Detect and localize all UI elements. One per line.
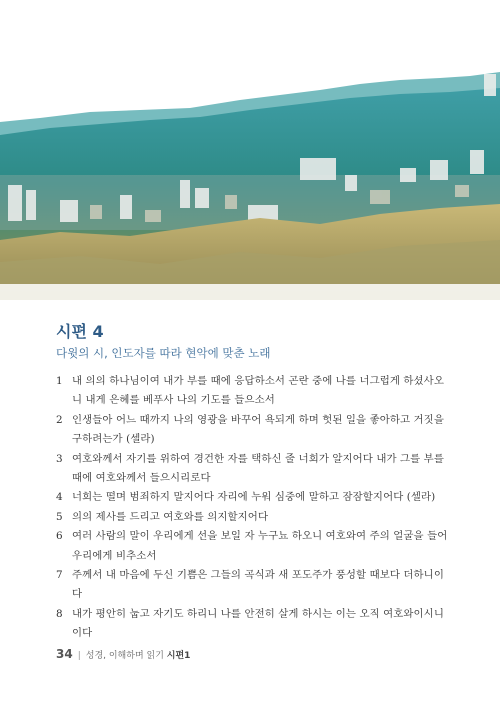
verse-3 xyxy=(56,450,451,489)
book-title xyxy=(86,648,191,661)
page-number: 34 xyxy=(56,647,73,661)
verse-text: 인생들아 어느 때까지 나의 영광을 바꾸어 욕되게 하며 헛된 일을 좋아하고 거짓을 구하려는가 (셀라) xyxy=(72,413,444,446)
verse-text: 의의 제사를 드리고 여호와를 의지할지어다 xyxy=(72,510,269,523)
verse-4 xyxy=(56,488,451,507)
verse-text: 너희는 떨며 범죄하지 말지어다 자리에 누워 심중에 말하고 잠잠할지어다 (셀라) xyxy=(72,491,436,504)
verse-1 xyxy=(56,372,451,411)
verse-number: 5 xyxy=(56,510,63,523)
verse-text: 내 의의 하나님이여 내가 부를 때에 응답하소서 곤란 중에 나를 너그럽게 하셨사오니 내게 은혜를 베푸사 나의 기도를 들으소서 xyxy=(72,375,444,407)
book-name: 시편1 xyxy=(166,651,191,661)
verse-number: 4 xyxy=(56,491,63,504)
verse-number: 8 xyxy=(56,607,63,620)
verse-6 xyxy=(56,527,451,566)
verse-list xyxy=(56,372,451,644)
psalm-subtitle: 다윗의 시, 인도자를 따라 현악에 맞춘 노래 xyxy=(56,346,271,360)
verse-number: 1 xyxy=(56,375,63,387)
verse-number: 6 xyxy=(56,530,63,543)
verse-text: 주께서 내 마음에 두신 기쁨은 그들의 곡식과 새 포도주가 풍성할 때보다 더하니이다 xyxy=(72,569,444,601)
verse-text: 내가 평안히 눕고 자기도 하리니 나를 안전히 살게 하시는 이는 오직 여호와이시니이다 xyxy=(72,607,444,640)
verse-7 xyxy=(56,566,451,605)
landscape-photo xyxy=(0,0,500,300)
verse-number: 3 xyxy=(56,452,63,465)
verse-text: 여러 사람의 말이 우리에게 선을 보일 자 누구뇨 하오니 여호와여 주의 얼굴을 들어 우리에게 비추소서 xyxy=(72,530,448,562)
verse-2 xyxy=(56,411,451,450)
psalm-title: 시편 4 xyxy=(56,322,104,341)
footer-separator: | xyxy=(77,651,81,661)
verse-5 xyxy=(56,508,451,527)
verse-number: 7 xyxy=(56,569,63,582)
page-footer xyxy=(56,647,190,661)
verse-text: 여호와께서 자기를 위하여 경건한 자를 택하신 줄 너희가 알지어다 내가 그를 부를 때에 여호와께서 들으시리로다 xyxy=(72,452,444,485)
verse-number: 2 xyxy=(56,413,63,426)
verse-8 xyxy=(56,605,451,644)
book-prefix: 성경, 이해하며 읽기 xyxy=(85,651,164,661)
